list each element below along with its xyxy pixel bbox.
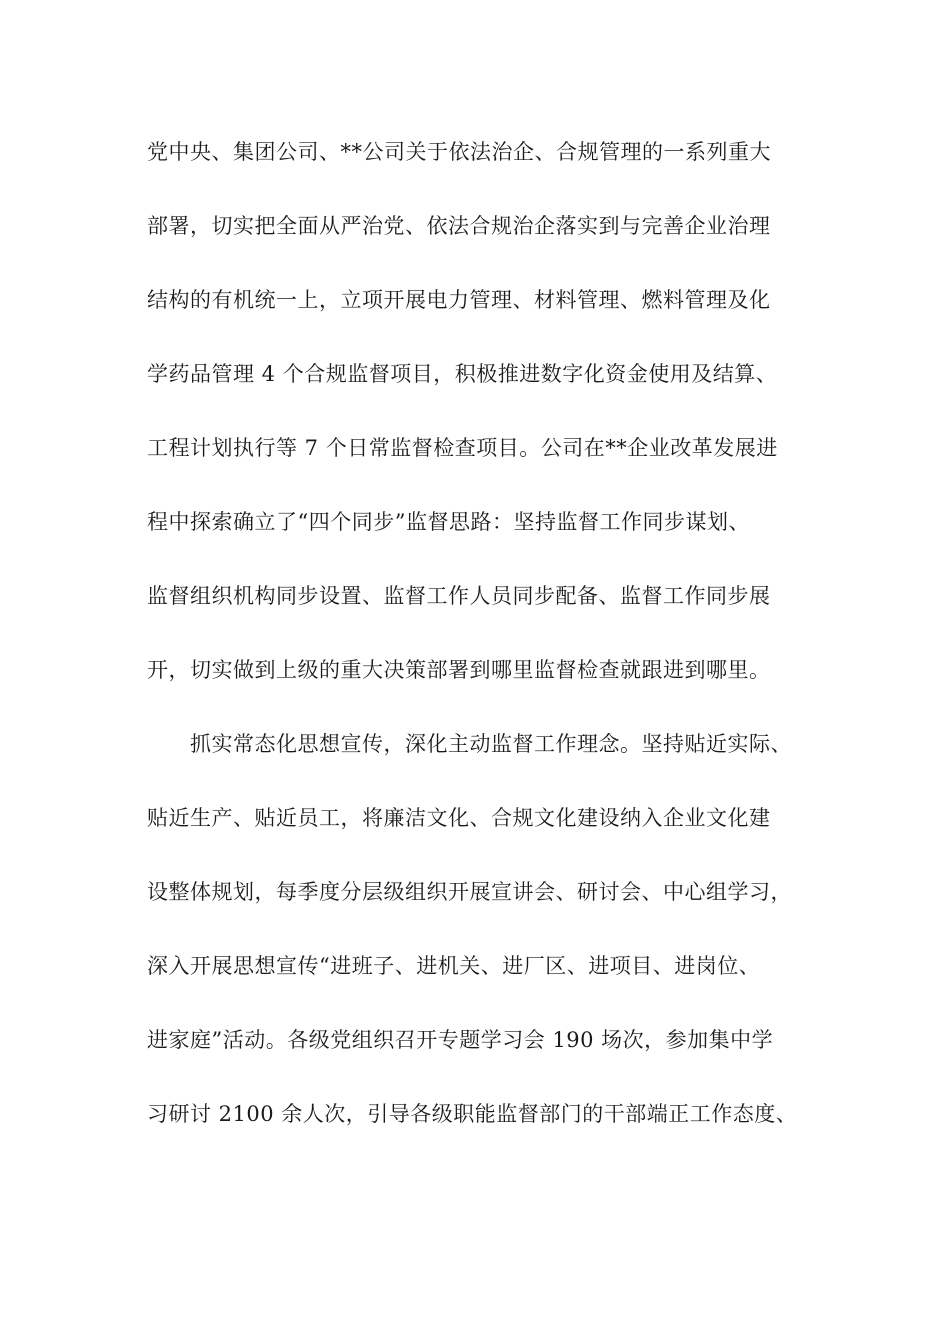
paragraph-line: 学药品管理 4 个合规监督项目，积极推进数字化资金使用及结算、 (147, 362, 778, 386)
paragraph-1 (147, 115, 807, 707)
paragraph-line: 深入开展思想宣传“进班子、进机关、进厂区、进项目、进岗位、 (147, 954, 761, 978)
paragraph-line: 程中探索确立了“四个同步”监督思路：坚持监督工作同步谋划、 (147, 510, 750, 534)
paragraph-line: 进家庭”活动。各级党组织召开专题学习会 190 场次，参加集中学 (147, 1028, 774, 1052)
paragraph-line: 贴近生产、贴近员工，将廉洁文化、合规文化建设纳入企业文化建 (147, 806, 771, 830)
paragraph-line: 开，切实做到上级的重大决策部署到哪里监督检查就跟进到哪里。 (147, 658, 771, 682)
paragraph-line: 结构的有机统一上，立项开展电力管理、材料管理、燃料管理及化 (147, 288, 771, 312)
paragraph-line: 设整体规划，每季度分层级组织开展宣讲会、研讨会、中心组学习， (147, 880, 792, 904)
paragraph-line: 党中央、集团公司、**公司关于依法治企、合规管理的一系列重大 (147, 140, 771, 164)
paragraph-line: 监督组织机构同步设置、监督工作人员同步配备、监督工作同步展 (147, 584, 771, 608)
paragraph-line: 习研讨 2100 余人次，引导各级职能监督部门的干部端正工作态度、 (147, 1102, 798, 1126)
paragraph-line: 工程计划执行等 7 个日常监督检查项目。公司在**企业改革发展进 (147, 436, 778, 460)
paragraph-2 (147, 707, 807, 1151)
paragraph-line: 部署，切实把全面从严治党、依法合规治企落实到与完善企业治理 (147, 214, 771, 238)
paragraph-line: 抓实常态化思想宣传，深化主动监督工作理念。坚持贴近实际、 (147, 732, 792, 756)
